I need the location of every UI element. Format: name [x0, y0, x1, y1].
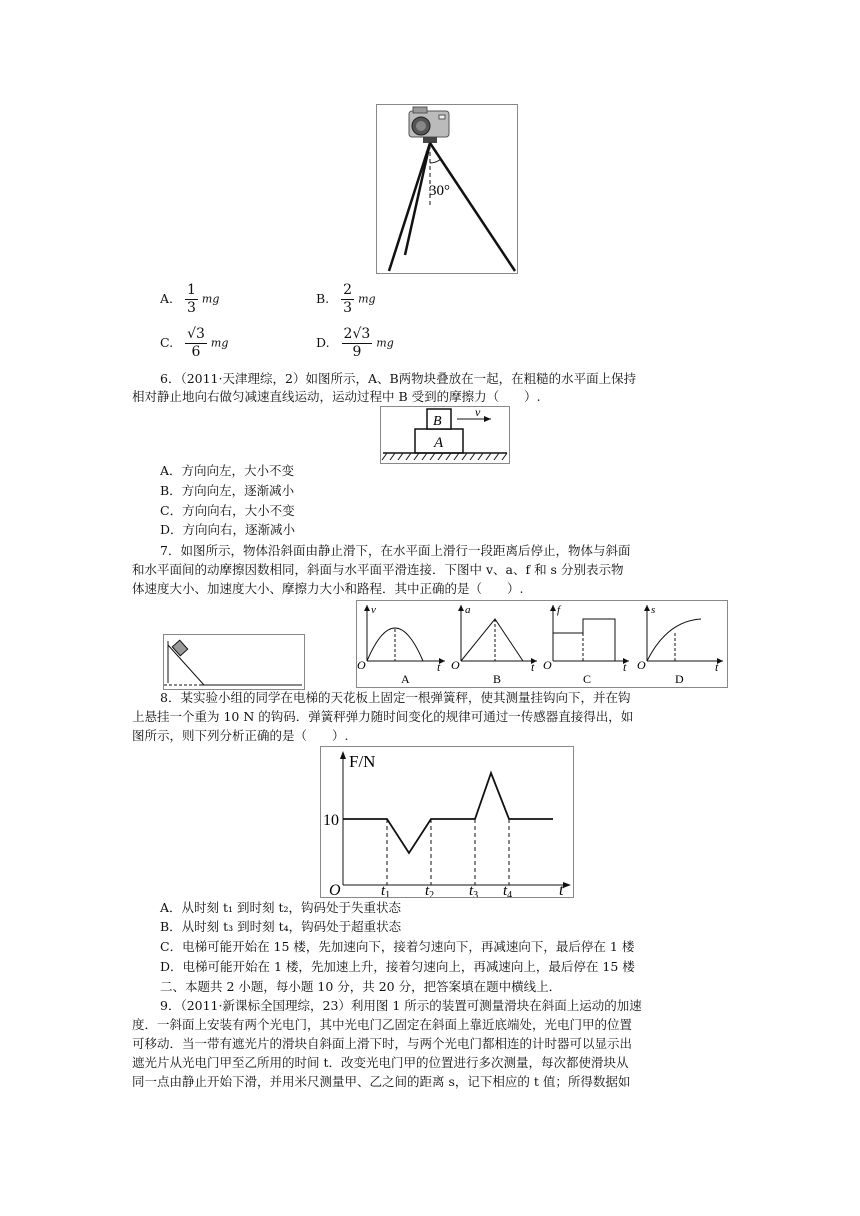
svg-text:B: B [493, 672, 502, 686]
tripod-figure [376, 104, 518, 274]
svg-text:s: s [651, 604, 656, 616]
x-tick-t1: $t_1$ [381, 883, 391, 897]
q6-text-2: 相对静止地向右做匀减速直线运动，运动过程中 B 受到的摩擦力（ ）. [132, 389, 541, 404]
svg-text:t: t [715, 660, 719, 674]
q6-option-d: D．方向向右，逐渐减小 [160, 522, 296, 537]
incline-figure [163, 634, 305, 690]
tripod-diagram [377, 105, 517, 273]
q8-option-a: A．从时刻 t₁ 到时刻 t₂，钩码处于失重状态 [160, 900, 402, 915]
x-tick-t3: $t_3$ [469, 883, 479, 897]
q6-option-c: C．方向向右，大小不变 [160, 503, 295, 518]
origin-label: O [329, 882, 341, 897]
svg-text:O: O [637, 658, 646, 672]
svg-text:f: f [557, 604, 561, 616]
option-d: D. $\frac{2√3}{9}$ mg [316, 326, 394, 360]
svg-text:O: O [357, 658, 366, 672]
velocity-label: v [475, 407, 481, 419]
q7-text-3: 体速度大小、加速度大小、摩擦力大小和路程．其中正确的是（ ）. [132, 581, 524, 596]
svg-text:C: C [583, 672, 592, 686]
block-b-label: B [433, 414, 442, 429]
svg-text:O: O [543, 658, 552, 672]
x-tick-t4: $t_4$ [503, 883, 513, 897]
ground-hatching [382, 453, 507, 460]
x-axis-label: t [559, 882, 564, 897]
q7-text-1: 7．如图所示，物体沿斜面由静止滑下，在水平面上滑行一段距离后停止，物体与斜面 [160, 543, 631, 558]
graph-b [451, 604, 537, 686]
q6-option-a: A．方向向左，大小不变 [160, 463, 295, 478]
q6-option-b: B．方向向左，逐渐减小 [160, 483, 295, 498]
svg-text:A: A [401, 672, 410, 686]
graph-a [357, 604, 445, 686]
svg-text:v: v [371, 604, 376, 616]
svg-text:a: a [465, 604, 471, 616]
q9-text-4: 遮光片从光电门甲至乙所用的时间 t．改变光电门甲的位置进行多次测量，每次都使滑块从 [132, 1055, 629, 1070]
arrow-right-icon [484, 416, 491, 422]
blocks-figure [380, 406, 510, 464]
q8-text-3: 图所示，则下列分析正确的是（ ）. [132, 728, 349, 743]
q8-option-b: B．从时刻 t₃ 到时刻 t₄，钩码处于超重状态 [160, 919, 402, 934]
graph-d [637, 604, 723, 686]
q8-text-2: 上悬挂一个重为 10 N 的钩码．弹簧秤弹力随时间变化的规律可通过一传感器直接得出，如 [132, 709, 634, 724]
x-tick-t2: $t_2$ [425, 883, 435, 897]
q9-text-1: 9．（2011·新课标全国理综，23）利用图 1 所示的装置可测量滑块在斜面上运动的加速 [160, 998, 642, 1013]
q9-text-5: 同一点由静止开始下滑，并用米尺测量甲、乙之间的距离 s，记下相应的 t 值；所得数据如 [132, 1074, 631, 1089]
option-a: A. $\frac{1}{3}$ mg [160, 282, 220, 316]
q6-text-1: 6．（2011·天津理综，2）如图所示，A、B两物块叠放在一起，在粗糙的水平面上保持 [160, 371, 637, 386]
q8-option-d: D．电梯可能开始在 1 楼，先加速上升，接着匀速向上，再减速向上，最后停在 15 楼 [160, 959, 635, 974]
y-tick-10: 10 [323, 812, 339, 829]
svg-text:t: t [623, 660, 627, 674]
q8-option-c: C．电梯可能开始在 15 楼，先加速向下，接着匀速向下，再减速向下，最后停在 1 楼 [160, 939, 635, 954]
section-2-header: 二、本题共 2 小题，每小题 10 分，共 20 分，把答案填在题中横线上． [160, 979, 562, 994]
option-b: B. $\frac{2}{3}$ mg [316, 282, 376, 316]
q7-text-2: 和水平面间的动摩擦因数相同，斜面与水平面平滑连接．下图中 v、a、f 和 s 分别表示物 [132, 562, 624, 577]
slider-block [172, 640, 187, 656]
option-c: C. $\frac{√3}{6}$ mg [160, 326, 229, 360]
graph-c [543, 604, 629, 686]
q8-text-1: 8．某实验小组的同学在电梯的天花板上固定一根弹簧秤，使其测量挂钩向下，并在钩 [160, 690, 631, 705]
force-time-chart [320, 746, 574, 898]
svg-text:O: O [451, 658, 460, 672]
angle-label: 30° [429, 183, 450, 199]
q9-text-2: 度．一斜面上安装有两个光电门，其中光电门乙固定在斜面上靠近底端处，光电门甲的位置 [132, 1017, 633, 1032]
svg-text:t: t [531, 660, 535, 674]
y-axis-label: F/N [349, 752, 376, 771]
block-a-label: A [434, 435, 444, 451]
q9-text-3: 可移动．当一带有遮光片的滑块自斜面上滑下时，与两个光电门都相连的计时器可以显示出 [132, 1036, 633, 1051]
q7-graphs [356, 600, 728, 688]
force-series-line [343, 773, 553, 853]
svg-text:t: t [437, 660, 441, 674]
svg-text:D: D [675, 672, 684, 686]
